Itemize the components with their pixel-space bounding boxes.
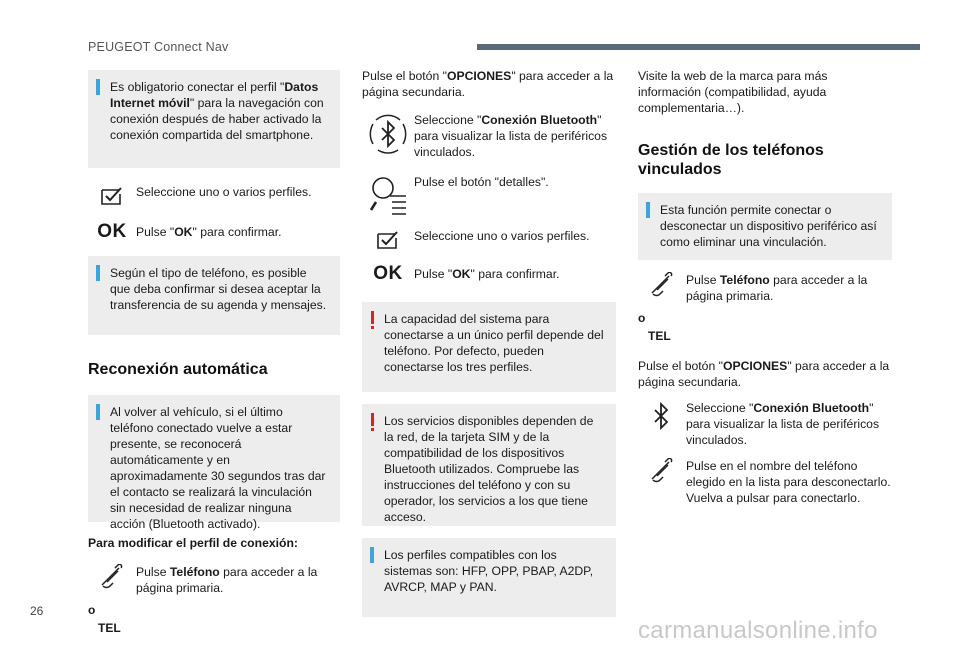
step-select-phone [638,458,892,506]
page-number: 26 [30,604,44,618]
section-heading: Gestión de los teléfonos vinculados [638,142,824,178]
checkbox-icon [362,228,414,252]
watermark: carmanualsonline.info [638,617,878,644]
info-marker-icon [96,404,100,420]
info-marker-icon [646,202,650,218]
section-heading: Reconexión automática [88,361,268,378]
step-text: Seleccione "Conexión Bluetooth" para visualizar la lista de periféricos vinculados. [686,401,880,447]
step-confirm [88,221,340,242]
bluetooth-signal-icon [362,112,414,156]
tap-icon [638,458,686,484]
step-bluetooth [362,112,616,160]
ok-icon: OK [97,221,127,242]
info-marker-icon [96,79,100,95]
step-select-profiles [88,184,340,208]
phone-icon [88,564,136,590]
warning-marker-icon [371,413,374,426]
bluetooth-icon [638,400,686,432]
tel-button-label: TEL [98,621,121,635]
ok-icon: OK [373,263,403,284]
warning-note-services: Los servicios disponibles dependen de la red, de la tarjeta SIM y de la compatibilidad de los dispositivos Bluetooth utilizados. Compruebe las instrucciones del teléfono y con su operador, los servicios a los que tiene acceso. [362,404,616,526]
column-3 [638,68,892,506]
step-text: Seleccione uno o varios perfiles. [414,229,590,243]
modify-profile-label: Para modificar el perfil de conexión: [88,536,298,550]
checkbox-icon [88,184,136,208]
step-text: Seleccione uno o varios perfiles. [136,185,312,199]
info-marker-icon [370,547,374,563]
step-confirm [362,263,616,284]
step-phone [88,564,340,596]
step-text: Pulse "OK" para confirmar. [136,225,282,239]
column-1 [88,70,340,636]
step-text: Seleccione "Conexión Bluetooth" para visualizar la lista de periféricos vinculados. [414,113,608,159]
column-2 [362,68,616,617]
step-bluetooth [638,400,892,448]
warning-note-profile: La capacidad del sistema para conectarse a un único perfil depende del teléfono. Por defecto, pueden conectarse los tres perfiles. [362,302,616,392]
options-intro: Pulse el botón "OPCIONES" para acceder a la página secundaria. [638,359,890,389]
header-bar [477,44,920,50]
phone-icon [638,272,686,298]
intro-text: Visite la web de la marca para más información (compatibilidad, ayuda complementaria…). [638,69,828,115]
or-label: o [88,603,96,617]
step-phone [638,272,892,304]
info-note-function: Esta función permite conectar o desconectar un dispositivo periférico así como eliminar una vinculación. [638,193,892,260]
info-note-profile [88,70,340,168]
step-text: Pulse el botón "detalles". [414,175,549,189]
step-text: Pulse Teléfono para acceder a la página primaria. [136,565,318,595]
warning-marker-icon [371,311,374,324]
info-note-phone-type: Según el tipo de teléfono, es posible que deba confirmar si desea aceptar la transferencia de su agenda y mensajes. [88,256,340,335]
details-search-icon [362,174,414,216]
step-details [362,174,616,216]
info-marker-icon [96,265,100,281]
or-label: o [638,311,646,325]
info-note-profiles: Los perfiles compatibles con los sistemas son: HFP, OPP, PBAP, A2DP, AVRCP, MAP y PAN. [362,538,616,617]
step-text: Pulse en el nombre del teléfono elegido en la lista para desconectarlo. Vuelva a pulsar para conectarlo. [686,459,891,505]
step-select-profiles [362,228,616,252]
tel-button-label: TEL [648,329,671,343]
options-intro: Pulse el botón "OPCIONES" para acceder a la página secundaria. [362,69,614,99]
running-header: PEUGEOT Connect Nav [88,40,229,54]
info-note-reconnect: Al volver al vehículo, si el último teléfono conectado vuelve a estar presente, se reconocerá automáticamente y en aproximadamente 30 segundos tras dar el contacto se realizará la vinculación sin necesidad de realizar ninguna acción (Bluetooth activado). [88,395,340,522]
step-text: Pulse "OK" para confirmar. [414,267,560,281]
step-text: Pulse Teléfono para acceder a la página primaria. [686,273,868,303]
info-note-text: Es obligatorio conectar el perfil "Datos Internet móvil" para la navegación con conexión después de haber activado la conexión compartida del smartphone. [110,80,324,142]
